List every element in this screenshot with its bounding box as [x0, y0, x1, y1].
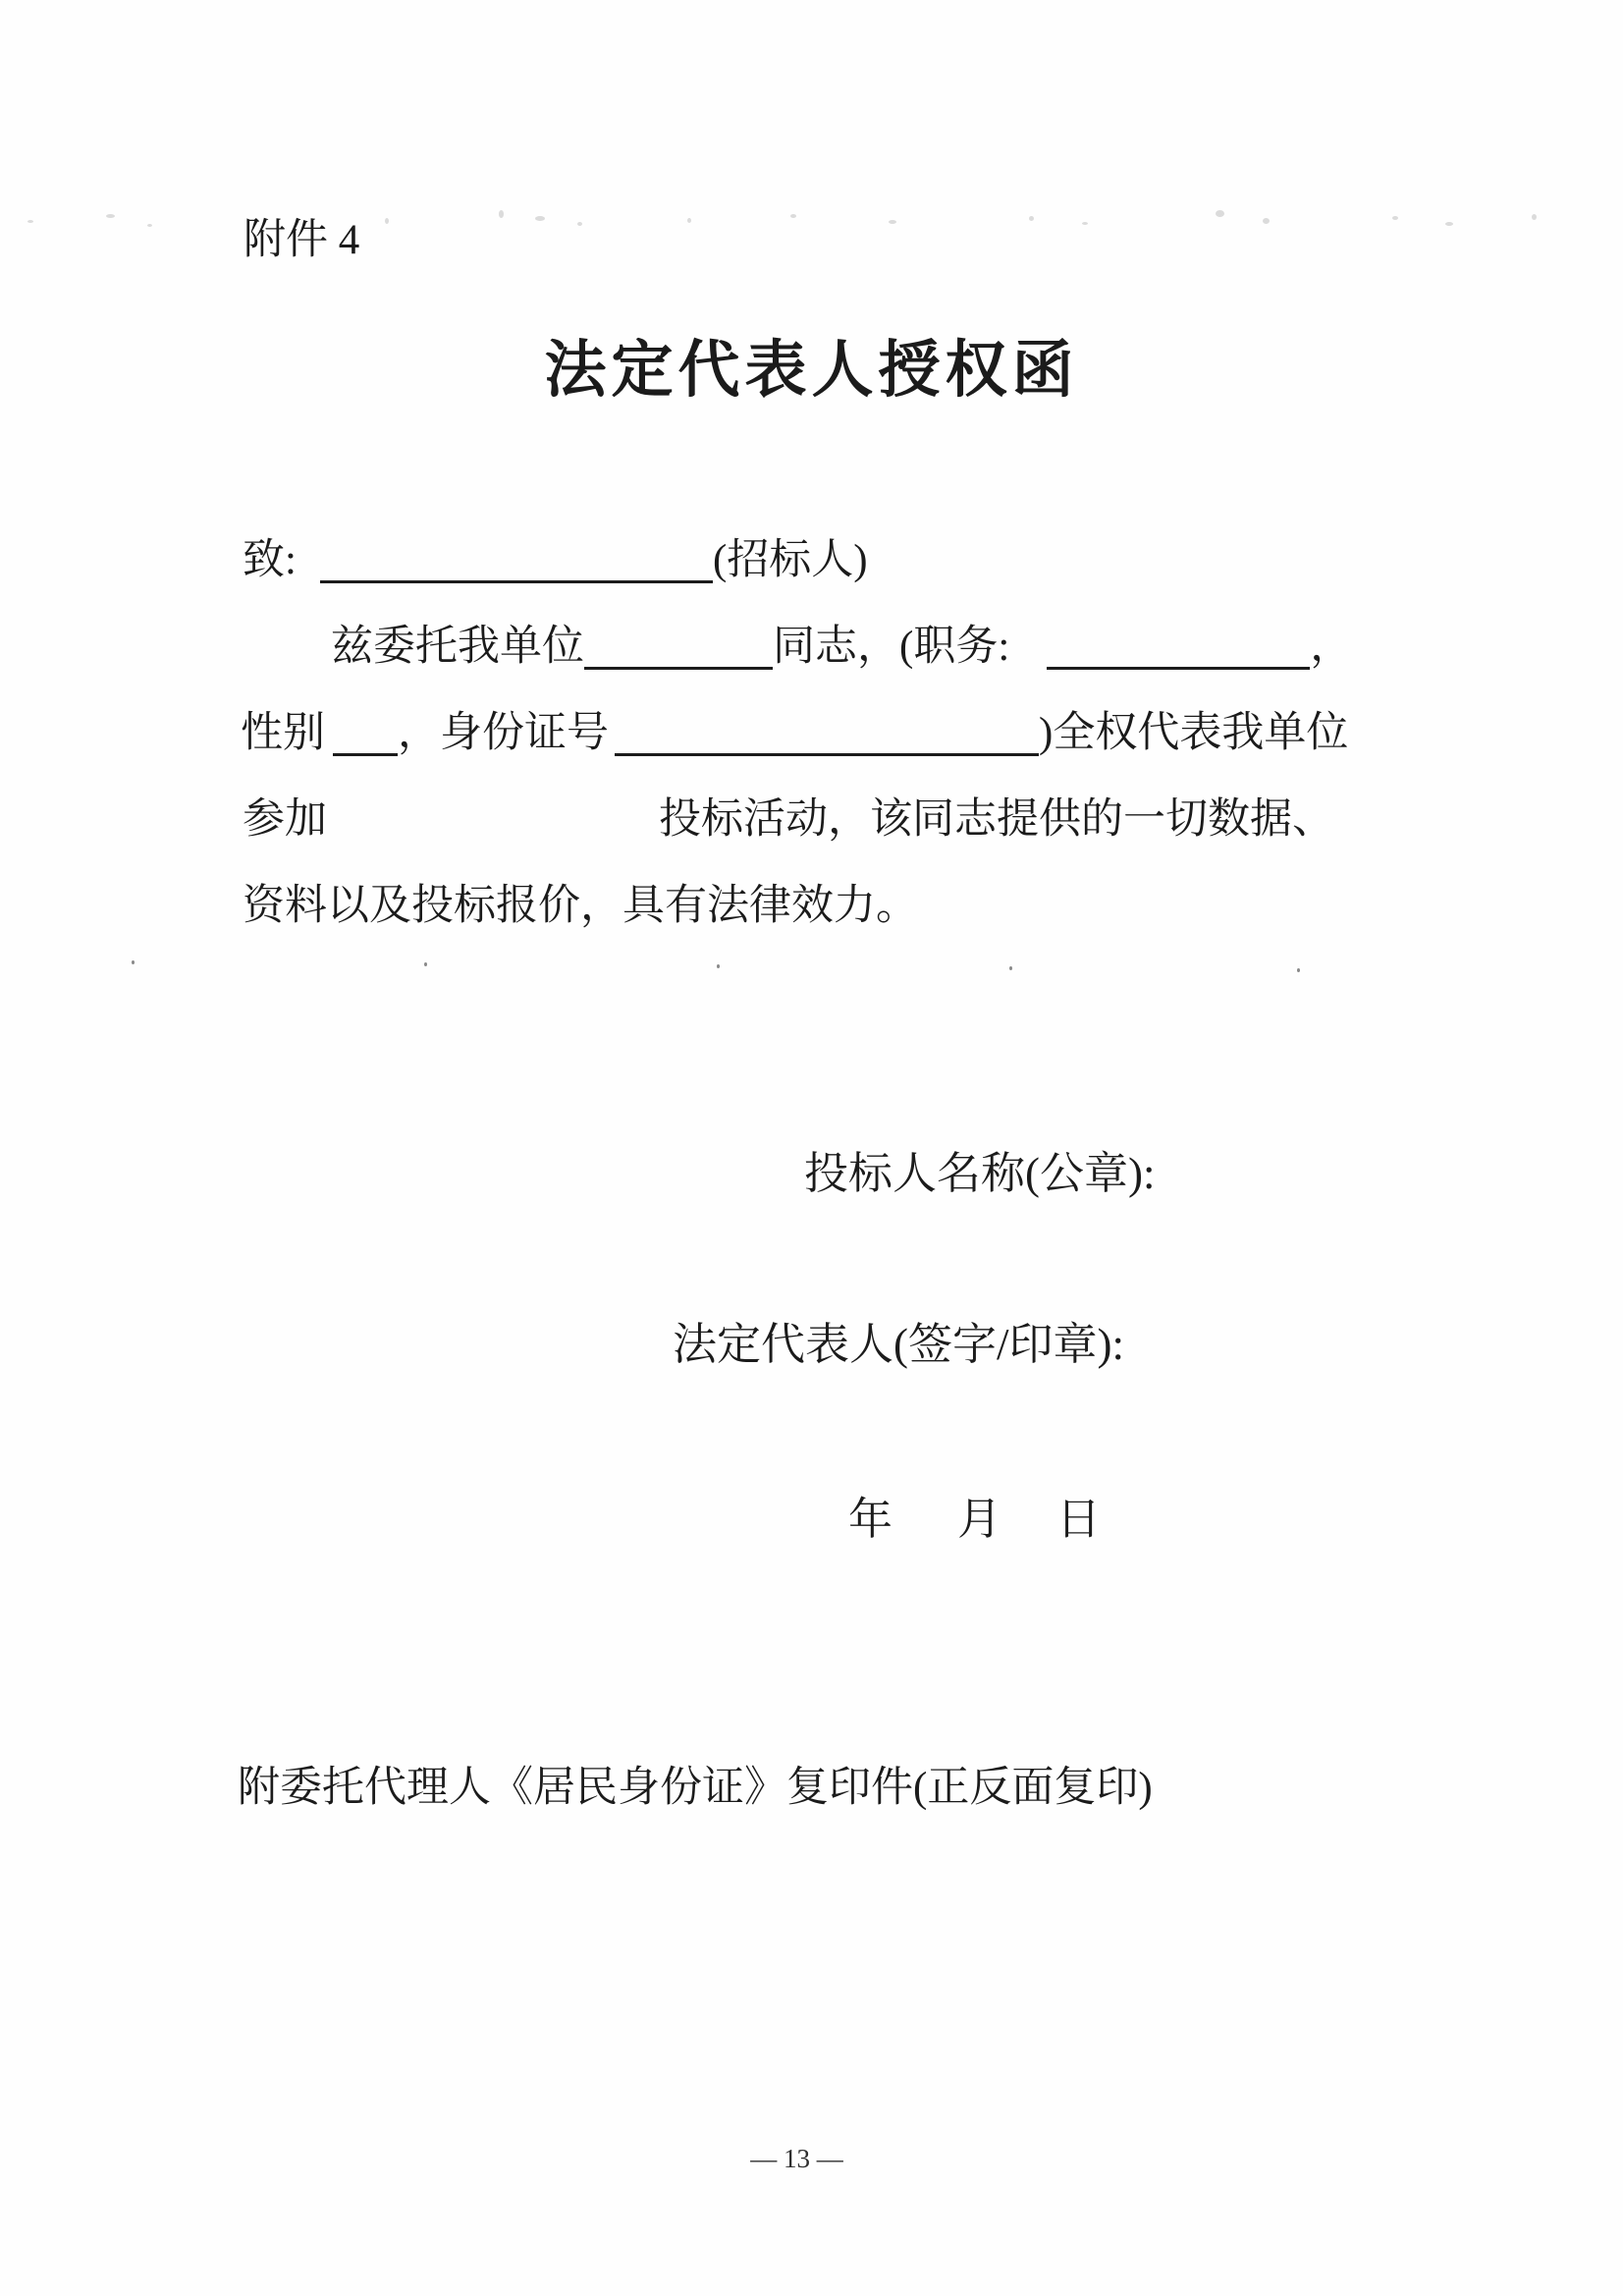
- id-label: ，身份证号: [398, 710, 609, 756]
- scan-noise: [1297, 968, 1300, 972]
- scan-noise: [889, 220, 896, 224]
- scan-noise: [1082, 222, 1088, 225]
- date-year-label: 年: [848, 1495, 893, 1544]
- date-month-label: 月: [957, 1495, 1002, 1544]
- document-title: 法定代表人授权函: [544, 336, 1079, 405]
- scan-noise: [27, 220, 33, 223]
- page-number: — 13 —: [750, 2144, 843, 2173]
- bidding-text: 投标活动，该同志提供的一切数据、: [659, 796, 1334, 843]
- scan-noise: [424, 962, 427, 966]
- scan-noise: [535, 216, 545, 221]
- scan-noise: [1392, 216, 1398, 220]
- entrust-text-3: ，: [1310, 624, 1353, 670]
- id-number-blank: [615, 714, 1039, 756]
- scan-noise: [1009, 966, 1012, 970]
- scan-noise: [106, 214, 115, 218]
- attachment-label: 附件 4: [243, 217, 360, 263]
- scan-noise: [1445, 222, 1453, 226]
- scan-noise: [147, 224, 152, 227]
- bidder-seal-label: 投标人名称(公章):: [804, 1149, 1156, 1198]
- scan-noise: [499, 210, 504, 218]
- gender-label: 性别: [241, 710, 325, 756]
- scan-noise: [717, 964, 720, 968]
- scan-noise: [385, 218, 389, 224]
- entrust-text-2: 同志，(职务:: [773, 624, 1010, 670]
- legal-rep-signature-label: 法定代表人(签字/印章):: [673, 1320, 1124, 1369]
- identity-line: [241, 708, 1348, 759]
- scan-noise: [687, 218, 691, 223]
- scan-noise: [132, 960, 135, 964]
- recipient-prefix: 致:: [243, 537, 297, 583]
- scan-noise: [1216, 210, 1224, 217]
- scan-noise: [1029, 216, 1034, 221]
- closing-line: 资料以及投标报价，具有法律效力。: [243, 883, 918, 929]
- scan-noise: [790, 214, 796, 218]
- scan-noise: [1532, 214, 1537, 220]
- date-line: [848, 1483, 1101, 1547]
- attachment-note: 附委托代理人《居民身份证》复印件(正反面复印): [238, 1765, 1153, 1811]
- authorize-suffix: )全权代表我单位: [1039, 710, 1349, 756]
- recipient-suffix: (招标人): [712, 537, 868, 583]
- agent-name-blank: [584, 628, 773, 670]
- scan-noise: [1263, 218, 1270, 224]
- entrust-line: [331, 622, 1352, 673]
- recipient-blank: [320, 541, 713, 583]
- entrust-text-1: 兹委托我单位: [331, 624, 584, 670]
- date-day-label: 日: [1056, 1495, 1102, 1544]
- participate-label: 参加: [243, 796, 327, 843]
- participate-line: [243, 794, 1334, 846]
- gender-blank: [333, 714, 398, 756]
- position-blank: [1047, 628, 1310, 670]
- scan-noise: [577, 222, 582, 226]
- recipient-line: [243, 535, 868, 586]
